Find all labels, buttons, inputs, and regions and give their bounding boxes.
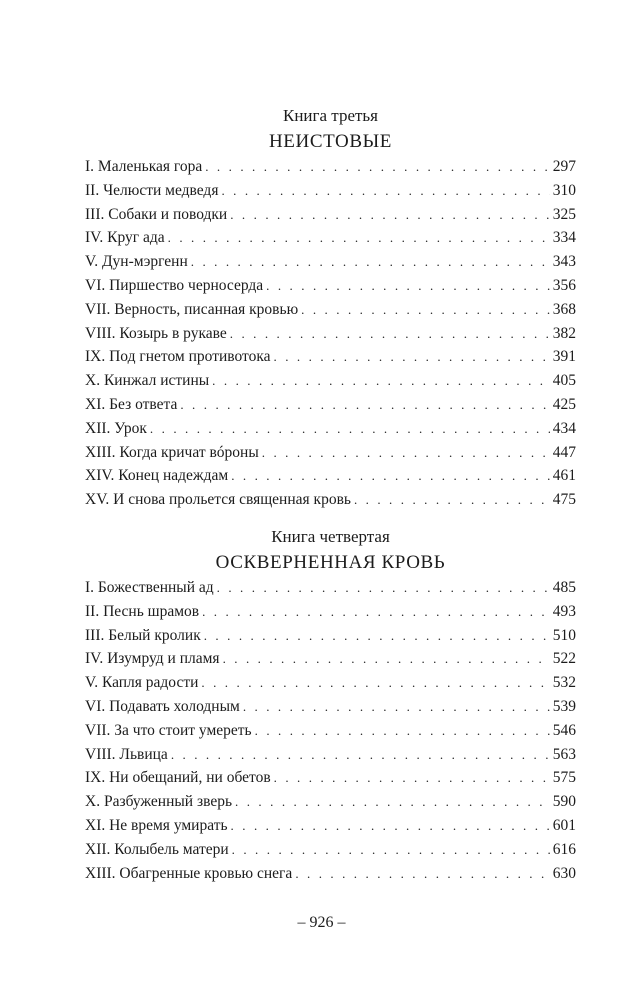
toc-entry-title: IV. Круг ада (85, 229, 165, 247)
book-title: НЕИСТОВЫЕ (268, 131, 393, 152)
toc-entry-title: XII. Урок (85, 419, 147, 437)
toc-entry-title: V. Капля радости (85, 674, 199, 692)
toc-entry[interactable] (85, 155, 576, 179)
book-three-section (85, 104, 576, 512)
toc-entry-page: 356 (552, 276, 576, 294)
toc-entry-page: 310 (552, 181, 576, 199)
toc-entry-title: XII. Колыбель матери (85, 840, 229, 858)
toc-entry-page: 616 (552, 840, 576, 858)
book-heading: Книга четвертая (271, 527, 390, 546)
toc-entry-title: X. Разбуженный зверь (85, 793, 233, 811)
toc-entry-page: 630 (552, 864, 576, 882)
toc-entry[interactable] (85, 298, 576, 322)
toc-entry-page: 368 (552, 300, 576, 318)
toc-entry-page: 532 (552, 674, 576, 692)
toc-entry[interactable] (85, 600, 576, 624)
toc-entry[interactable] (85, 647, 576, 671)
toc-entry-title: VI. Подавать холодным (85, 697, 240, 715)
dot-leader (205, 155, 550, 179)
toc-entry-title: VII. За что стоит умереть (85, 721, 252, 739)
toc-entry-page: 575 (552, 769, 576, 787)
toc-entry[interactable] (85, 250, 576, 274)
toc-entry-title: I. Божественный ад (85, 579, 214, 596)
toc-entry-page: 297 (552, 158, 576, 175)
toc-entry-page: 382 (552, 324, 576, 342)
dot-leader (243, 695, 550, 719)
dot-leader (266, 274, 550, 298)
toc-entry[interactable] (85, 488, 576, 512)
toc-entry[interactable] (85, 179, 576, 203)
toc-list (85, 576, 576, 885)
toc-entry[interactable] (85, 274, 576, 298)
toc-entry-title: VI. Пиршество черносерда (85, 276, 264, 294)
dot-leader (295, 862, 549, 886)
dot-leader (230, 322, 550, 346)
toc-entry[interactable] (85, 719, 576, 743)
toc-entry-title: XIV. Конец надеждам (85, 467, 229, 485)
dot-leader (217, 576, 550, 600)
toc-entry-title: V. Дун-мэргенн (85, 253, 188, 271)
toc-entry-page: 522 (552, 650, 576, 668)
toc-entry[interactable] (85, 345, 576, 369)
toc-entry-title: I. Маленькая гора (85, 158, 203, 175)
toc-entry[interactable] (85, 322, 576, 346)
toc-entry-title: II. Песнь шрамов (85, 602, 200, 620)
toc-entry-page: 493 (552, 602, 576, 620)
toc-entry-title: III. Собаки и поводки (85, 205, 228, 223)
dot-leader (171, 743, 550, 767)
toc-entry-page: 475 (552, 491, 576, 509)
dot-leader (168, 226, 550, 250)
dot-leader (201, 671, 549, 695)
dot-leader (262, 441, 550, 465)
toc-entry-page: 563 (552, 745, 576, 763)
toc-entry[interactable] (85, 814, 576, 838)
toc-entry[interactable] (85, 766, 576, 790)
dot-leader (221, 179, 549, 203)
dot-leader (212, 369, 550, 393)
toc-entry[interactable] (85, 624, 576, 648)
toc-entry-page: 539 (552, 697, 576, 715)
toc-entry-title: XIII. Когда кричат вóроны (85, 443, 259, 461)
toc-entry-title: II. Челюсти медведя (85, 181, 219, 199)
toc-entry[interactable] (85, 671, 576, 695)
toc-entry-page: 434 (552, 419, 576, 437)
toc-entry-title: XI. Не время умирать (85, 816, 228, 834)
toc-entry[interactable] (85, 417, 576, 441)
dot-leader (354, 488, 550, 512)
toc-entry-page: 425 (552, 395, 576, 413)
dot-leader (150, 417, 550, 441)
dot-leader (191, 250, 550, 274)
dot-leader (231, 814, 550, 838)
toc-entry[interactable] (85, 464, 576, 488)
toc-entry-title: IX. Ни обещаний, ни обетов (85, 769, 271, 787)
dot-leader (255, 719, 550, 743)
dot-leader (223, 647, 550, 671)
toc-entry-title: VIII. Львица (85, 745, 168, 763)
toc-entry-title: XI. Без ответа (85, 395, 178, 413)
dot-leader (180, 393, 549, 417)
toc-entry-page: 601 (552, 816, 576, 834)
dot-leader (274, 766, 550, 790)
dot-leader (301, 298, 550, 322)
toc-entry-title: VIII. Козырь в рукаве (85, 324, 227, 342)
book-four-section (85, 525, 576, 885)
toc-entry[interactable] (85, 203, 576, 227)
dot-leader (230, 203, 550, 227)
dot-leader (232, 838, 550, 862)
toc-entry-page: 510 (552, 626, 576, 644)
dot-leader (274, 345, 550, 369)
toc-entry[interactable] (85, 226, 576, 250)
dot-leader (235, 790, 550, 814)
dot-leader (202, 600, 550, 624)
toc-entry[interactable] (85, 393, 576, 417)
dot-leader (231, 464, 550, 488)
toc-entry-title: XV. И снова прольется священная кровь (85, 491, 351, 509)
toc-entry[interactable] (85, 790, 576, 814)
toc-entry-page: 546 (552, 721, 576, 739)
toc-entry-page: 447 (552, 443, 576, 461)
toc-entry[interactable] (85, 695, 576, 719)
toc-entry[interactable] (85, 441, 576, 465)
book-heading: Книга третья (283, 106, 378, 125)
toc-entry-title: IV. Изумруд и пламя (85, 650, 220, 668)
toc-entry-page: 461 (552, 467, 576, 485)
toc-entry[interactable] (85, 743, 576, 767)
toc-entry[interactable] (85, 862, 576, 886)
toc-entry-page: 590 (552, 793, 576, 811)
page-number: – 926 – (297, 914, 346, 931)
toc-entry-title: X. Кинжал истины (85, 372, 210, 390)
toc-entry[interactable] (85, 576, 576, 600)
toc-entry-title: IX. Под гнетом противотока (85, 348, 271, 366)
toc-entry-title: XIII. Обагренные кровью снега (85, 864, 293, 882)
book-title: ОСКВЕРНЕННАЯ КРОВЬ (215, 552, 446, 573)
dot-leader (204, 624, 550, 648)
toc-entry-page: 343 (552, 253, 576, 271)
toc-entry-page: 391 (552, 348, 576, 366)
toc-entry[interactable] (85, 838, 576, 862)
toc-entry-page: 405 (552, 372, 576, 390)
toc-entry-page: 325 (552, 205, 576, 223)
toc-list (85, 155, 576, 512)
toc-entry-title: VII. Верность, писанная кровью (85, 300, 299, 318)
toc-entry-title: III. Белый кролик (85, 626, 201, 644)
toc-entry[interactable] (85, 369, 576, 393)
toc-entry-page: 334 (552, 229, 576, 247)
toc-entry-page: 485 (552, 579, 576, 596)
